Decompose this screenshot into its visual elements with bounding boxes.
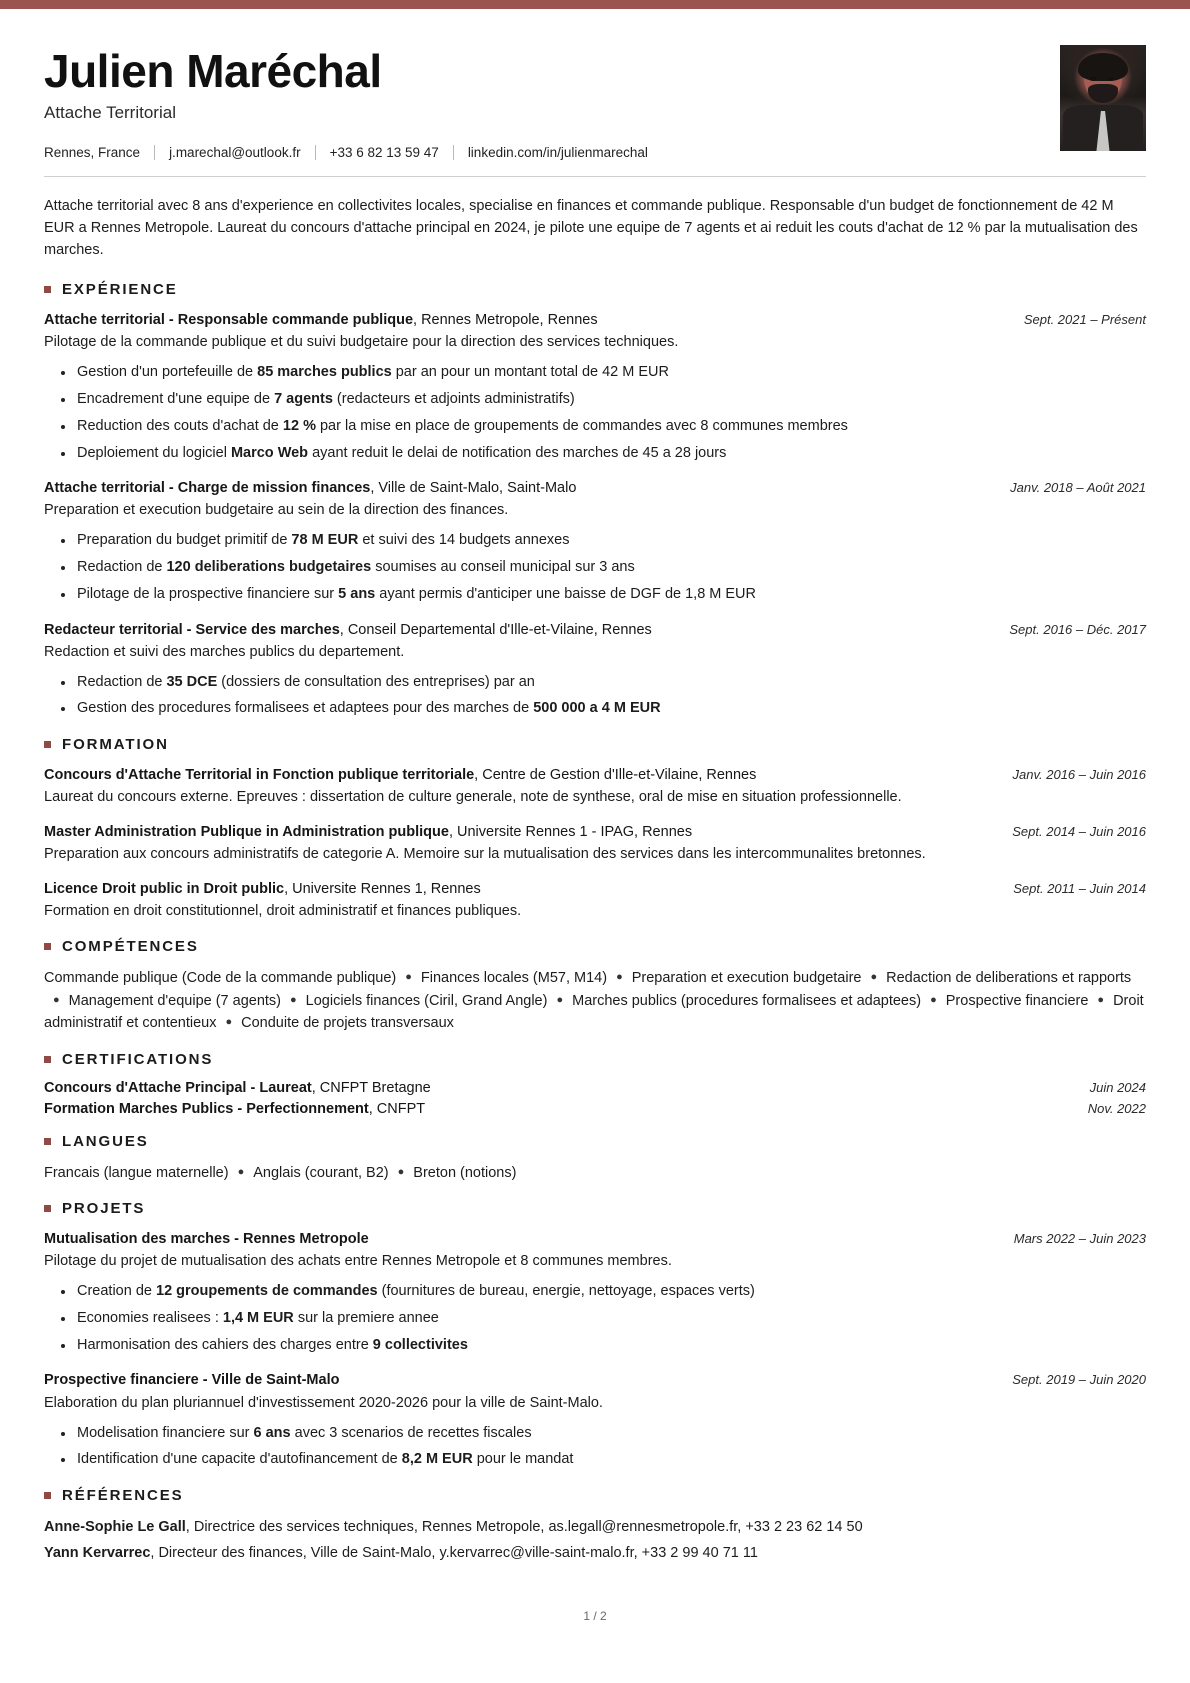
entry-org: , Centre de Gestion d'Ille-et-Vilaine, Rennes <box>474 767 757 784</box>
inline-list-item: Prospective financiere <box>945 992 1089 1009</box>
entry-date: Mars 2022 – Juin 2023 <box>1013 1231 1146 1247</box>
entry-bullet: Pilotage de la prospective financiere sur 5 ans ayant permis d'anticiper une baisse de DGF de 1,8 M EUR <box>77 584 1146 606</box>
entry-title <box>44 620 652 641</box>
photo-hair <box>1078 53 1128 81</box>
reference-detail: , Directeur des finances, Ville de Saint-Malo, y.kervarrec@ville-saint-malo.fr, +33 2 99 40 71 11 <box>150 1545 758 1562</box>
square-bullet-icon <box>44 1138 51 1145</box>
contact-bar <box>44 145 1040 160</box>
resume-content <box>0 9 1190 1641</box>
resume-entry <box>44 310 1146 464</box>
section-heading-label: COMPÉTENCES <box>62 938 199 956</box>
contact-divider <box>154 145 155 160</box>
entry-bullet: Reduction des couts d'achat de 12 % par la mise en place de groupements de commandes avec 8 communes membres <box>77 416 1146 438</box>
entry-bullet: Deploiement du logiciel Marco Web ayant reduit le delai de notification des marches de 45 a 28 jours <box>77 443 1146 465</box>
entry-date: Sept. 2011 – Juin 2014 <box>1013 881 1146 897</box>
reference-name: Yann Kervarrec <box>44 1545 151 1562</box>
contact-divider <box>453 145 454 160</box>
certification-name: Formation Marches Publics - Perfectionnement, CNFPT <box>44 1100 426 1117</box>
entry-header <box>44 765 1146 786</box>
section-projets <box>44 1200 1146 1471</box>
entry-bullet: Redaction de 35 DCE (dossiers de consultation des entreprises) par an <box>77 672 1146 694</box>
certification-date: Nov. 2022 <box>1087 1100 1146 1116</box>
certification-row <box>44 1080 1146 1096</box>
entry-bullet-list <box>44 672 1146 721</box>
entry-description: Laureat du concours externe. Epreuves : dissertation de culture generale, note de synthese, oral de mise en situation professionnelle. <box>44 789 902 806</box>
entry-title <box>44 879 481 900</box>
formation-entries <box>44 765 1146 922</box>
contact-phone[interactable]: +33 6 82 13 59 47 <box>329 145 439 161</box>
square-bullet-icon <box>44 1205 51 1212</box>
inline-list-item: Redaction de deliberations et rapports <box>886 970 1132 987</box>
profile-summary: Attache territorial avec 8 ans d'experience en collectivites locales, specialise en finances et commande publique. Responsable d'un budget de fonctionnement de 42 M EUR a Rennes Metropole. Laureat du concours d'attache principal en 2024, je pilote une equipe de 7 agents et ai reduit les couts d'achat de 12 % par la mutualisation des marches. <box>44 198 1138 259</box>
inline-list-item: Breton (notions) <box>413 1164 517 1181</box>
square-bullet-icon <box>44 943 51 950</box>
entry-role: Licence Droit public in Droit public <box>44 881 285 898</box>
entry-description: Pilotage de la commande publique et du suivi budgetaire pour la direction des services techniques. <box>44 334 679 351</box>
entry-org: , Universite Rennes 1 - IPAG, Rennes <box>448 824 693 841</box>
entry-bullet: Gestion d'un portefeuille de 85 marches publics par an pour un montant total de 42 M EUR <box>77 362 1146 384</box>
separator-dot-icon: ● <box>870 971 878 984</box>
entry-org: , Universite Rennes 1, Rennes <box>284 881 481 898</box>
section-heading-label: LANGUES <box>62 1132 149 1150</box>
competences-list <box>44 967 1146 1034</box>
resume-entry <box>44 620 1146 721</box>
resume-entry <box>44 765 1146 808</box>
page-indicator: 1 / 2 <box>583 1608 607 1623</box>
entry-bullet-list <box>44 1281 1146 1356</box>
section-heading-label: CERTIFICATIONS <box>62 1050 214 1068</box>
entry-header <box>44 310 1146 331</box>
entry-date: Janv. 2018 – Août 2021 <box>1010 480 1146 496</box>
resume-entry <box>44 478 1146 605</box>
separator-dot-icon: ● <box>1097 993 1105 1006</box>
entry-role: Attache territorial - Responsable commande publique <box>44 312 414 329</box>
entry-title <box>44 765 756 786</box>
inline-list-item: Preparation et execution budgetaire <box>631 970 862 987</box>
separator-dot-icon: ● <box>405 971 412 984</box>
section-heading-experience <box>44 281 1146 298</box>
inline-list-item: Logiciels finances (Ciril, Grand Angle) <box>305 992 548 1009</box>
separator-dot-icon: ● <box>225 1016 233 1029</box>
entry-title <box>44 1370 339 1391</box>
entry-bullet: Harmonisation des cahiers des charges entre 9 collectivites <box>77 1335 1146 1357</box>
entry-bullet: Encadrement d'une equipe de 7 agents (redacteurs et adjoints administratifs) <box>77 389 1146 411</box>
contact-location: Rennes, France <box>44 145 141 161</box>
entry-bullet: Identification d'une capacite d'autofinancement de 8,2 M EUR pour le mandat <box>77 1449 1146 1471</box>
inline-list-item: Finances locales (M57, M14) <box>420 970 608 987</box>
section-competences <box>44 938 1146 1034</box>
section-heading-formation <box>44 736 1146 753</box>
section-heading-label: RÉFÉRENCES <box>62 1487 184 1505</box>
entry-date: Sept. 2016 – Déc. 2017 <box>1009 621 1146 637</box>
reference-line <box>44 1516 1146 1538</box>
section-heading-label: PROJETS <box>62 1200 146 1218</box>
entry-header <box>44 879 1146 900</box>
header-divider <box>44 176 1146 177</box>
entry-bullet: Gestion des procedures formalisees et adaptees pour des marches de 500 000 a 4 M EUR <box>77 698 1146 720</box>
page-footer <box>44 1609 1146 1641</box>
section-heading-certifications <box>44 1051 1146 1068</box>
certification-name: Concours d'Attache Principal - Laureat, CNFPT Bretagne <box>44 1079 431 1096</box>
section-heading-references <box>44 1487 1146 1504</box>
inline-list-item: Commande publique (Code de la commande publique) <box>44 970 397 987</box>
entry-title <box>44 1229 369 1250</box>
entry-title <box>44 478 576 499</box>
inline-list-item: Conduite de projets transversaux <box>241 1015 454 1032</box>
experience-entries <box>44 310 1146 720</box>
separator-dot-icon: ● <box>930 993 937 1006</box>
section-references <box>44 1487 1146 1565</box>
entry-description: Elaboration du plan pluriannuel d'investissement 2020-2026 pour la ville de Saint-Malo. <box>44 1394 603 1411</box>
contact-linkedin[interactable]: linkedin.com/in/julienmarechal <box>467 145 648 161</box>
entry-header <box>44 478 1146 499</box>
entry-bullet: Redaction de 120 deliberations budgetaires soumises au conseil municipal sur 3 ans <box>77 557 1146 579</box>
langues-list <box>44 1162 1146 1184</box>
reference-detail: , Directrice des services techniques, Rennes Metropole, as.legall@rennesmetropole.fr, +33 2 23 62 14 50 <box>185 1519 863 1536</box>
resume-entry <box>44 1229 1146 1356</box>
separator-dot-icon: ● <box>397 1165 405 1178</box>
entry-org: , Rennes Metropole, Rennes <box>413 312 598 329</box>
certification-date: Juin 2024 <box>1089 1079 1146 1095</box>
entry-org: , Ville de Saint-Malo, Saint-Malo <box>370 480 577 497</box>
candidate-name: Julien Maréchal <box>44 45 382 97</box>
separator-dot-icon: ● <box>53 993 60 1006</box>
square-bullet-icon <box>44 1492 51 1499</box>
entry-date: Janv. 2016 – Juin 2016 <box>1012 767 1146 783</box>
entry-description: Pilotage du projet de mutualisation des achats entre Rennes Metropole et 8 communes membres. <box>44 1253 672 1270</box>
entry-role: Redacteur territorial - Service des marches <box>44 621 340 638</box>
certifications-list <box>44 1080 1146 1117</box>
section-experience <box>44 281 1146 720</box>
separator-dot-icon: ● <box>237 1165 245 1178</box>
entry-title <box>44 310 598 331</box>
entry-role: Prospective financiere - Ville de Saint-Malo <box>44 1372 340 1389</box>
inline-list-item: Droit administratif et contentieux <box>44 992 1144 1032</box>
header-text-block <box>44 43 1040 160</box>
resume-entry <box>44 879 1146 922</box>
entry-header <box>44 1370 1146 1391</box>
entry-bullet: Preparation du budget primitif de 78 M EUR et suivi des 14 budgets annexes <box>77 530 1146 552</box>
entry-bullet: Economies realisees : 1,4 M EUR sur la premiere annee <box>77 1308 1146 1330</box>
entry-role: Mutualisation des marches - Rennes Metropole <box>44 1231 369 1248</box>
accent-top-bar <box>0 0 1190 9</box>
inline-list-item: Anglais (courant, B2) <box>253 1164 389 1181</box>
contact-email[interactable]: j.marechal@outlook.fr <box>169 145 301 161</box>
section-heading-langues <box>44 1133 1146 1150</box>
entry-header <box>44 620 1146 641</box>
entry-description: Redaction et suivi des marches publics du departement. <box>44 643 405 660</box>
entry-bullet: Modelisation financiere sur 6 ans avec 3 scenarios de recettes fiscales <box>77 1423 1146 1445</box>
section-heading-label: EXPÉRIENCE <box>62 281 178 299</box>
square-bullet-icon <box>44 1056 51 1063</box>
inline-list-item: Francais (langue maternelle) <box>44 1164 229 1181</box>
resume-entry <box>44 822 1146 865</box>
entry-header <box>44 1229 1146 1250</box>
reference-name: Anne-Sophie Le Gall <box>44 1519 186 1536</box>
square-bullet-icon <box>44 741 51 748</box>
entry-description: Preparation aux concours administratifs de categorie A. Memoire sur la mutualisation des services dans les intercommunalites bretonnes. <box>44 846 926 863</box>
certification-row <box>44 1101 1146 1117</box>
separator-dot-icon: ● <box>290 993 297 1006</box>
entry-description: Formation en droit constitutionnel, droit administratif et finances publiques. <box>44 903 522 920</box>
profile-photo <box>1060 45 1146 151</box>
entry-org: , Conseil Departemental d'Ille-et-Vilaine, Rennes <box>339 621 652 638</box>
entry-date: Sept. 2019 – Juin 2020 <box>1012 1372 1146 1388</box>
reference-line <box>44 1542 1146 1564</box>
candidate-headline: Attache Territorial <box>44 103 176 123</box>
inline-list-item: Management d'equipe (7 agents) <box>68 992 282 1009</box>
entry-bullet-list <box>44 530 1146 605</box>
section-heading-label: FORMATION <box>62 736 169 754</box>
section-certifications <box>44 1051 1146 1117</box>
entry-bullet-list <box>44 1423 1146 1472</box>
entry-header <box>44 822 1146 843</box>
entry-bullet: Creation de 12 groupements de commandes (fournitures de bureau, energie, nettoyage, espaces verts) <box>77 1281 1146 1303</box>
entry-role: Master Administration Publique in Administration publique <box>44 824 449 841</box>
entry-bullet-list <box>44 362 1146 464</box>
section-langues <box>44 1133 1146 1184</box>
entry-description: Preparation et execution budgetaire au sein de la direction des finances. <box>44 502 509 519</box>
section-heading-competences <box>44 938 1146 955</box>
entry-date: Sept. 2014 – Juin 2016 <box>1012 824 1146 840</box>
references-list <box>44 1516 1146 1565</box>
resume-entry <box>44 1370 1146 1471</box>
entry-title <box>44 822 692 843</box>
resume-header <box>44 43 1146 160</box>
entry-date: Sept. 2021 – Présent <box>1023 312 1146 328</box>
square-bullet-icon <box>44 286 51 293</box>
projets-entries <box>44 1229 1146 1471</box>
contact-divider <box>315 145 316 160</box>
section-heading-projets <box>44 1200 1146 1217</box>
separator-dot-icon: ● <box>616 971 623 984</box>
entry-role: Concours d'Attache Territorial in Fonction publique territoriale <box>44 767 475 784</box>
inline-list-item: Marches publics (procedures formalisees et adaptees) <box>572 992 922 1009</box>
separator-dot-icon: ● <box>556 993 564 1006</box>
section-formation <box>44 736 1146 922</box>
entry-role: Attache territorial - Charge de mission finances <box>44 480 371 497</box>
